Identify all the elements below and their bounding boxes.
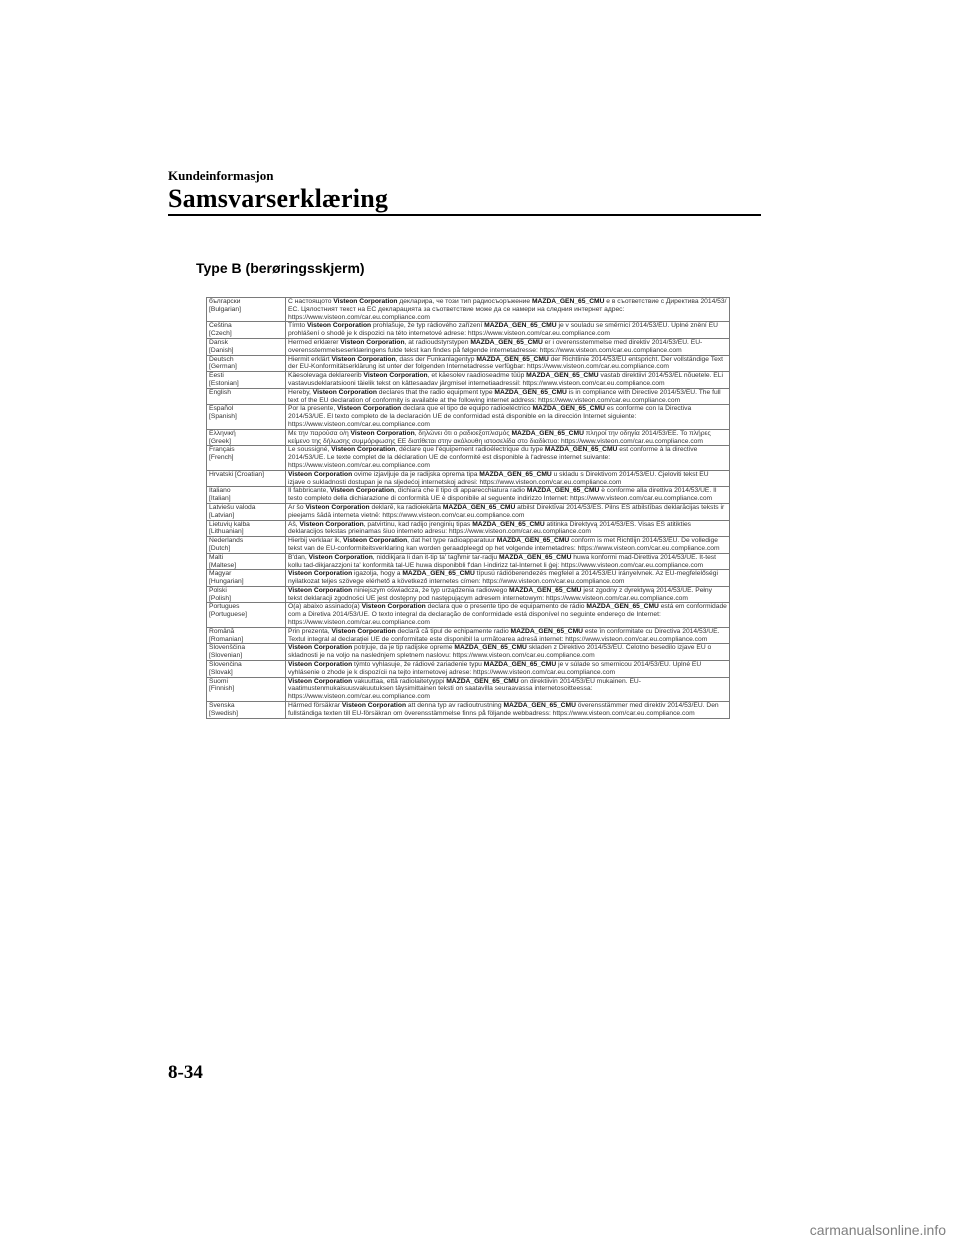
declaration-tail: der Richtlinie 2014/53/EU entspricht. Der vollständige Text der EU-Konformitätserklärung ist unter der folgenden Internetadresse verfügbar: https://www.visteon.com/car.eu.compliance.com xyxy=(288,355,723,371)
declaration-text-cell xyxy=(286,661,730,678)
declaration-text-cell xyxy=(286,520,730,537)
company-name: Visteon Corporation xyxy=(341,702,407,710)
declaration-text-cell xyxy=(286,603,730,627)
declaration-middle: niniejszym oświadcza, że typ urządzenia radiowego xyxy=(352,586,510,594)
model-name: MAZDA_GEN_65_CMU xyxy=(454,644,527,652)
declaration-lead: Με την παρούσα ο/η xyxy=(288,429,351,437)
declaration-text-cell xyxy=(286,470,730,487)
language-name: Slovenščina xyxy=(209,644,246,652)
language-name: Čeština xyxy=(209,322,232,330)
declaration-tail: is in compliance with Directive 2014/53/EU. The full text of the EU declaration of conformity is available at the following internet address: https://www.visteon.com/car.eu.compliance.com xyxy=(288,388,721,404)
table-row xyxy=(207,627,730,644)
model-name: MAZDA_GEN_65_CMU xyxy=(472,520,545,528)
model-name: MAZDA_GEN_65_CMU xyxy=(511,429,584,437)
declaration-tail: er i overensstemmelse med direktiv 2014/53/EU. EU-overensstemmelseserklæringens fulde tekst kan findes på følgende internetadresse: https://www.visteon.com/car.eu.compliance.com xyxy=(288,338,703,354)
language-cell xyxy=(207,405,286,429)
language-cell xyxy=(207,470,286,487)
declaration-text-cell xyxy=(286,553,730,570)
language-cell xyxy=(207,338,286,355)
table-row xyxy=(207,661,730,678)
language-code: [Italian] xyxy=(209,495,231,503)
page-number: 8-34 xyxy=(168,1062,203,1083)
model-name: MAZDA_GEN_65_CMU xyxy=(470,338,543,346)
declaration-lead: Hermed erklærer xyxy=(288,338,341,346)
language-name: Slovenčina xyxy=(209,661,242,669)
declaration-middle: prohlašuje, že typ rádiového zařízení xyxy=(371,322,485,330)
declaration-tail: es conforme con la Directiva 2014/53/UE. El texto completo de la declaración UE de conformidad está disponible en la dirección Internet siguiente: https://www.visteon.com/car.eu.compliance.com xyxy=(288,405,692,428)
section-subtitle: Type B (berøringsskjerm) xyxy=(196,260,365,276)
declaration-tail: je v souladu se směrnicí 2014/53/EU. Úplné znění EU prohlášení o shodě je k dispozici na této internetové adrese: https://www.visteon.com/car.eu.compliance.com xyxy=(288,322,718,338)
language-cell xyxy=(207,553,286,570)
table-row xyxy=(207,470,730,487)
language-name: Lietuvių kalba xyxy=(209,520,250,528)
model-name: MAZDA_GEN_65_CMU xyxy=(484,322,557,330)
language-name: Ελληνική xyxy=(209,429,236,437)
declaration-tail: jest zgodny z dyrektywą 2014/53/UE. Pełny tekst deklaracji zgodności UE jest dostępny pod następującym adresem internetowym: https://www.visteon.com/car.eu.compliance.com xyxy=(288,586,712,602)
declaration-middle: declares that the radio equipment type xyxy=(376,388,495,396)
declaration-middle: deklarē, ka radioiekārta xyxy=(369,503,443,511)
language-cell xyxy=(207,298,286,322)
company-name: Visteon Corporation xyxy=(331,446,396,454)
language-cell xyxy=(207,677,286,701)
table-row xyxy=(207,405,730,429)
declaration-lead: Käesolevaga deklareerib xyxy=(288,372,364,380)
model-name: MAZDA_GEN_65_CMU xyxy=(586,603,659,611)
company-name: Visteon Corporation xyxy=(288,677,353,685)
declaration-text-cell xyxy=(286,503,730,520)
language-code: [French] xyxy=(209,454,234,462)
declaration-middle: potrjuje, da je tip radijske opreme xyxy=(352,644,455,652)
language-code: [Dutch] xyxy=(209,544,231,552)
language-cell xyxy=(207,487,286,504)
language-name: Italiano xyxy=(209,487,231,495)
language-code: [Bulgarian] xyxy=(209,305,241,313)
table-row xyxy=(207,298,730,322)
company-name: Visteon Corporation xyxy=(350,429,415,437)
language-code: [Portuguese] xyxy=(209,611,247,619)
declaration-text-cell xyxy=(286,322,730,339)
declaration-tail: on direktiivin 2014/53/EU mukainen. EU-vaatimustenmukaisuusvakuutuksen täysimittainen teksti on saatavilla seuraavassa internetosoitteessa: https://www.visteon.com/car.eu.compliance.com xyxy=(288,677,641,701)
model-name: MAZDA_GEN_65_CMU xyxy=(476,355,549,363)
declaration-lead: Hiermit erklärt xyxy=(288,355,332,363)
declaration-middle: declara que el tipo de equipo radioeléctrico xyxy=(401,405,533,413)
language-name: Nederlands xyxy=(209,537,244,545)
declaration-middle: , at radioudstyrstypen xyxy=(404,338,471,346)
declaration-lead: Le soussigné, xyxy=(288,446,332,454)
model-name: MAZDA_GEN_65_CMU xyxy=(526,372,599,380)
company-name: Visteon Corporation xyxy=(340,338,405,346)
declaration-tail: е в съответствие с Директива 2014/53/ЕС. Цялостният текст на ЕС декларацията за съответствие може да се намери на следния интернет адрес: https://www.visteon.com/car.eu.compliance.com xyxy=(288,298,727,321)
language-cell xyxy=(207,388,286,405)
language-code: [Greek] xyxy=(209,437,231,445)
declaration-middle: , et käesolev raadioseadme tüüp xyxy=(427,372,527,380)
language-name: Latviešu valoda xyxy=(209,503,256,511)
company-name: Visteon Corporation xyxy=(330,487,395,495)
declaration-middle: , déclare que l'équipement radioélectrique du type xyxy=(395,446,545,454)
declaration-text-cell xyxy=(286,627,730,644)
model-name: MAZDA_GEN_65_CMU xyxy=(496,537,570,545)
language-cell xyxy=(207,429,286,446)
company-name: Visteon Corporation xyxy=(288,586,353,594)
company-name: Visteon Corporation xyxy=(333,298,398,305)
declaration-middle: týmto vyhlasuje, že rádiové zariadenie typu xyxy=(352,661,484,669)
language-code: [Maltese] xyxy=(209,561,237,569)
declaration-text-cell xyxy=(286,388,730,405)
declaration-middle: declară că tipul de echipamente radio xyxy=(395,627,511,635)
declaration-text-cell xyxy=(286,405,730,429)
language-name: Español xyxy=(209,405,234,413)
language-code: [Spanish] xyxy=(209,413,237,421)
company-name: Visteon Corporation xyxy=(305,503,370,511)
declaration-middle: , δηλώνει ότι ο ραδιοεξοπλισμός xyxy=(414,429,512,437)
declaration-tail: skladen z Direktivo 2014/53/EU. Celotno besedilo izjave EU o skladnosti je na voljo na naslednjem spletnem naslovu: https://www.visteon.com/car.eu.compliance.com xyxy=(288,644,712,660)
declaration-middle: vakuuttaa, että radiolaitetyyppi xyxy=(352,677,447,685)
language-cell xyxy=(207,586,286,603)
table-row xyxy=(207,503,730,520)
declaration-middle: , niddikjara li dan it-tip ta' tagħmir tar-radju xyxy=(372,553,499,561)
declaration-tail: est conforme à la directive 2014/53/UE. Le texte complet de la déclaration UE de conformité est disponible à l'adresse internet suivante: https://www.visteon.com/car.eu.compliance.com xyxy=(288,446,698,469)
language-code: [Swedish] xyxy=(209,709,238,717)
declaration-middle: declara que o presente tipo de equipamento de rádio xyxy=(425,603,587,611)
language-code: [Czech] xyxy=(209,330,232,338)
declaration-lead: Por la presente, xyxy=(288,405,338,413)
language-cell xyxy=(207,537,286,554)
model-name: MAZDA_GEN_65_CMU xyxy=(498,553,572,561)
table-row xyxy=(207,487,730,504)
declaration-tail: está em conformidade com a Diretiva 2014/53/UE. O texto integral da declaração de conformidade está disponível no seguinte endereço de Internet: https://www.visteon.com/car.eu.compliance.com xyxy=(288,603,727,627)
declaration-text-cell xyxy=(286,702,730,719)
table-row xyxy=(207,702,730,719)
table-row xyxy=(207,322,730,339)
table-row xyxy=(207,429,730,446)
model-name: MAZDA_GEN_65_CMU xyxy=(402,570,475,578)
language-name: Eesti xyxy=(209,372,224,380)
model-name: MAZDA_GEN_65_CMU xyxy=(494,388,567,396)
model-name: MAZDA_GEN_65_CMU xyxy=(446,677,519,685)
table-row xyxy=(207,553,730,570)
company-name: Visteon Corporation xyxy=(337,405,402,413)
declaration-middle: , dat het type radioapparatuur xyxy=(407,537,497,545)
language-code: [Danish] xyxy=(209,346,234,354)
company-name: Visteon Corporation xyxy=(361,603,426,611)
declaration-tail: típusú rádióberendezés megfelel a 2014/53/EU irányelvnek. Az EU-megfelelőségi nyilatkozat teljes szövege elérhető a következő internetes címen: https://www.visteon.com/car.eu.compliance.com xyxy=(288,570,718,586)
language-name: English xyxy=(209,388,231,396)
model-name: MAZDA_GEN_65_CMU xyxy=(509,586,582,594)
declaration-middle: att denna typ av radioutrustning xyxy=(406,702,504,710)
declaration-lead: Hierbij verklaar ik, xyxy=(288,537,343,545)
company-name: Visteon Corporation xyxy=(299,520,364,528)
table-row xyxy=(207,355,730,372)
language-name: Polski xyxy=(209,586,227,594)
declaration-middle: igazolja, hogy a xyxy=(352,570,403,578)
declaration-text-cell xyxy=(286,298,730,322)
company-name: Visteon Corporation xyxy=(331,627,396,635)
language-cell xyxy=(207,446,286,470)
declaration-lead: B'dan, xyxy=(288,553,309,561)
language-cell xyxy=(207,644,286,661)
language-name: Portugues xyxy=(209,603,240,611)
language-code: [Slovenian] xyxy=(209,652,243,660)
declaration-text-cell xyxy=(286,644,730,661)
language-cell xyxy=(207,661,286,678)
declaration-middle: , dass der Funkanlagentyp xyxy=(395,355,477,363)
language-name: Hrvatski [Croatian] xyxy=(209,470,265,478)
declaration-middle: , patvirtinu, kad radijo įrenginių tipas xyxy=(363,520,473,528)
company-name: Visteon Corporation xyxy=(306,322,372,330)
language-name: български xyxy=(209,298,241,305)
model-name: MAZDA_GEN_65_CMU xyxy=(483,661,557,669)
language-name: Română xyxy=(209,627,235,635)
language-name: Malti xyxy=(209,553,224,561)
section-label: Kundeinformasjon xyxy=(168,168,274,183)
language-name: Svenska xyxy=(209,702,235,710)
model-name: MAZDA_GEN_65_CMU xyxy=(510,627,583,635)
model-name: MAZDA_GEN_65_CMU xyxy=(503,702,576,710)
declaration-tail: este în conformitate cu Directiva 2014/53/UE. Textul integral al declarației UE de conformitate este disponibil la următoarea adresă internet: https://www.visteon.com/car.eu.compliance.com xyxy=(288,627,720,643)
language-cell xyxy=(207,520,286,537)
table-row xyxy=(207,644,730,661)
company-name: Visteon Corporation xyxy=(343,537,408,545)
company-name: Visteon Corporation xyxy=(308,553,373,561)
declaration-tail: conform is met Richtlijn 2014/53/EU. De volledige tekst van de EU-conformiteitsverklaring kan worden geraadpleegd op het volgende internetadres: https://www.visteon.com/car.eu.compliance.com xyxy=(288,537,720,552)
declaration-text-cell xyxy=(286,586,730,603)
language-cell xyxy=(207,702,286,719)
declaration-tail: atbilst Direktīvai 2014/53/ES. Pilns ES atbilstības deklarācijas teksts ir pieejams šādā interneta vietnē: https://www.visteon.com/car.eu.compliance.com xyxy=(288,503,725,519)
declaration-tail: è conforme alla direttiva 2014/53/UE. Il testo completo della dichiarazione di conformità UE è disponibile al seguente indirizzo Internet: https://www.visteon.com/car.eu.compliance.com xyxy=(288,487,717,503)
language-code: [Slovak] xyxy=(209,668,233,676)
declaration-text-cell xyxy=(286,446,730,470)
declaration-tail: huwa konformi mad-Direttiva 2014/53/UE. It-test kollu tad-dikjarazzjoni ta' konformità tal-UE huwa disponibbli f'dan l-indirizz tal-Internet li ġej: https://www.visteon.com/car.eu.compliance.com xyxy=(288,553,717,569)
company-name: Visteon Corporation xyxy=(288,644,353,652)
company-name: Visteon Corporation xyxy=(288,470,353,478)
language-code: [Estonian] xyxy=(209,379,239,387)
declaration-tail: u skladu s Direktivom 2014/53/EU. Cjeloviti tekst EU izjave o sukladnosti dostupan je na sljedećoj internetskoj adresi: https://www.visteon.com/car.eu.compliance.com xyxy=(288,470,709,486)
table-row xyxy=(207,677,730,701)
declaration-lead: Il fabbricante, xyxy=(288,487,331,495)
language-cell xyxy=(207,322,286,339)
language-name: Français xyxy=(209,446,235,454)
table-row xyxy=(207,446,730,470)
declaration-table xyxy=(206,297,730,719)
language-name: Suomi xyxy=(209,677,228,685)
model-name: MAZDA_GEN_65_CMU xyxy=(531,298,605,305)
declaration-middle: ovime izjavljuje da je radijska oprema tipa xyxy=(352,470,480,478)
declaration-text-cell xyxy=(286,429,730,446)
footer-watermark[interactable]: carmanualsonline.info xyxy=(809,1222,946,1238)
table-row xyxy=(207,338,730,355)
model-name: MAZDA_GEN_65_CMU xyxy=(544,446,618,454)
table-row xyxy=(207,586,730,603)
company-name: Visteon Corporation xyxy=(312,388,377,396)
declaration-text-cell xyxy=(286,677,730,701)
declaration-lead: Hereby, xyxy=(288,388,313,396)
language-cell xyxy=(207,355,286,372)
declaration-lead: Ar šo xyxy=(288,503,306,511)
declaration-text-cell xyxy=(286,338,730,355)
declaration-tail: πληροί την οδηγία 2014/53/ΕΕ. Το πλήρες κείμενο της δήλωσης συμμόρφωσης ΕΕ διατίθεται στην ακόλουθη ιστοσελίδα στο διαδίκτυο: https://www.visteon.com/car.eu.compliance.com xyxy=(288,429,711,445)
language-cell xyxy=(207,603,286,627)
declaration-tail: atitinka Direktyvą 2014/53/ES. Visas ES atitikties deklaracijos tekstas prieinamas šiuo interneto adresu: https://www.visteon.com/car.eu.compliance.com xyxy=(288,520,692,536)
declaration-tail: överensstämmer med direktiv 2014/53/EU. Den fullständiga texten till EU-försäkran om överensstämmelse finns på följande webbadress: https://www.visteon.com/car.eu.compliance.com xyxy=(288,702,719,717)
declaration-tail: vastab direktiivi 2014/53/EL nõuetele. ELi vastavusdeklaratsiooni täielik tekst on kättesaadav järgmisel internetiaadressil: https://www.visteon.com/car.eu.compliance.com xyxy=(288,372,723,387)
language-cell xyxy=(207,372,286,389)
company-name: Visteon Corporation xyxy=(331,355,396,363)
table-row xyxy=(207,603,730,627)
table-row xyxy=(207,570,730,587)
company-name: Visteon Corporation xyxy=(288,570,353,578)
declaration-text-cell xyxy=(286,487,730,504)
company-name: Visteon Corporation xyxy=(288,661,353,669)
declaration-middle: , dichiara che il tipo di apparecchiatura radio xyxy=(394,487,527,495)
title-rule xyxy=(168,214,761,216)
model-name: MAZDA_GEN_65_CMU xyxy=(442,503,516,511)
language-code: [Lithuanian] xyxy=(209,528,244,536)
declaration-lead: Tímto xyxy=(288,322,307,330)
declaration-lead: Prin prezenta, xyxy=(288,627,332,635)
declaration-middle: декларира, че този тип радиосъоръжение xyxy=(397,298,532,305)
table-row xyxy=(207,372,730,389)
language-code: [Latvian] xyxy=(209,511,235,519)
table-row xyxy=(207,388,730,405)
declaration-lead: С настоящото xyxy=(288,298,334,305)
language-code: [German] xyxy=(209,363,237,371)
declaration-lead: Aš, xyxy=(288,520,300,528)
declaration-tail: je v súlade so smernicou 2014/53/EÚ. Úplné EÚ vyhlásenie o zhode je k dispozícii na tejto internetovej adrese: https://www.visteon.com/car.eu.compliance.com xyxy=(288,661,702,676)
declaration-text-cell xyxy=(286,537,730,554)
model-name: MAZDA_GEN_65_CMU xyxy=(526,487,600,495)
table-row xyxy=(207,520,730,537)
declaration-text-cell xyxy=(286,570,730,587)
page-title: Samsvarserklæring xyxy=(168,184,389,213)
model-name: MAZDA_GEN_65_CMU xyxy=(479,470,552,478)
declaration-text-cell xyxy=(286,372,730,389)
declaration-text-cell xyxy=(286,355,730,372)
company-name: Visteon Corporation xyxy=(363,372,428,380)
declaration-lead: O(a) abaixo assinado(a) xyxy=(288,603,362,611)
language-name: Deutsch xyxy=(209,355,234,363)
language-code: [Hungarian] xyxy=(209,578,244,586)
language-name: Dansk xyxy=(209,338,228,346)
language-cell xyxy=(207,570,286,587)
language-name: Magyar xyxy=(209,570,232,578)
language-code: [Romanian] xyxy=(209,635,244,643)
language-code: [Finnish] xyxy=(209,685,235,693)
language-code: [Polish] xyxy=(209,594,231,602)
table-row xyxy=(207,537,730,554)
language-cell xyxy=(207,503,286,520)
language-cell xyxy=(207,627,286,644)
model-name: MAZDA_GEN_65_CMU xyxy=(532,405,605,413)
declaration-lead: Härmed försäkrar xyxy=(288,702,342,710)
